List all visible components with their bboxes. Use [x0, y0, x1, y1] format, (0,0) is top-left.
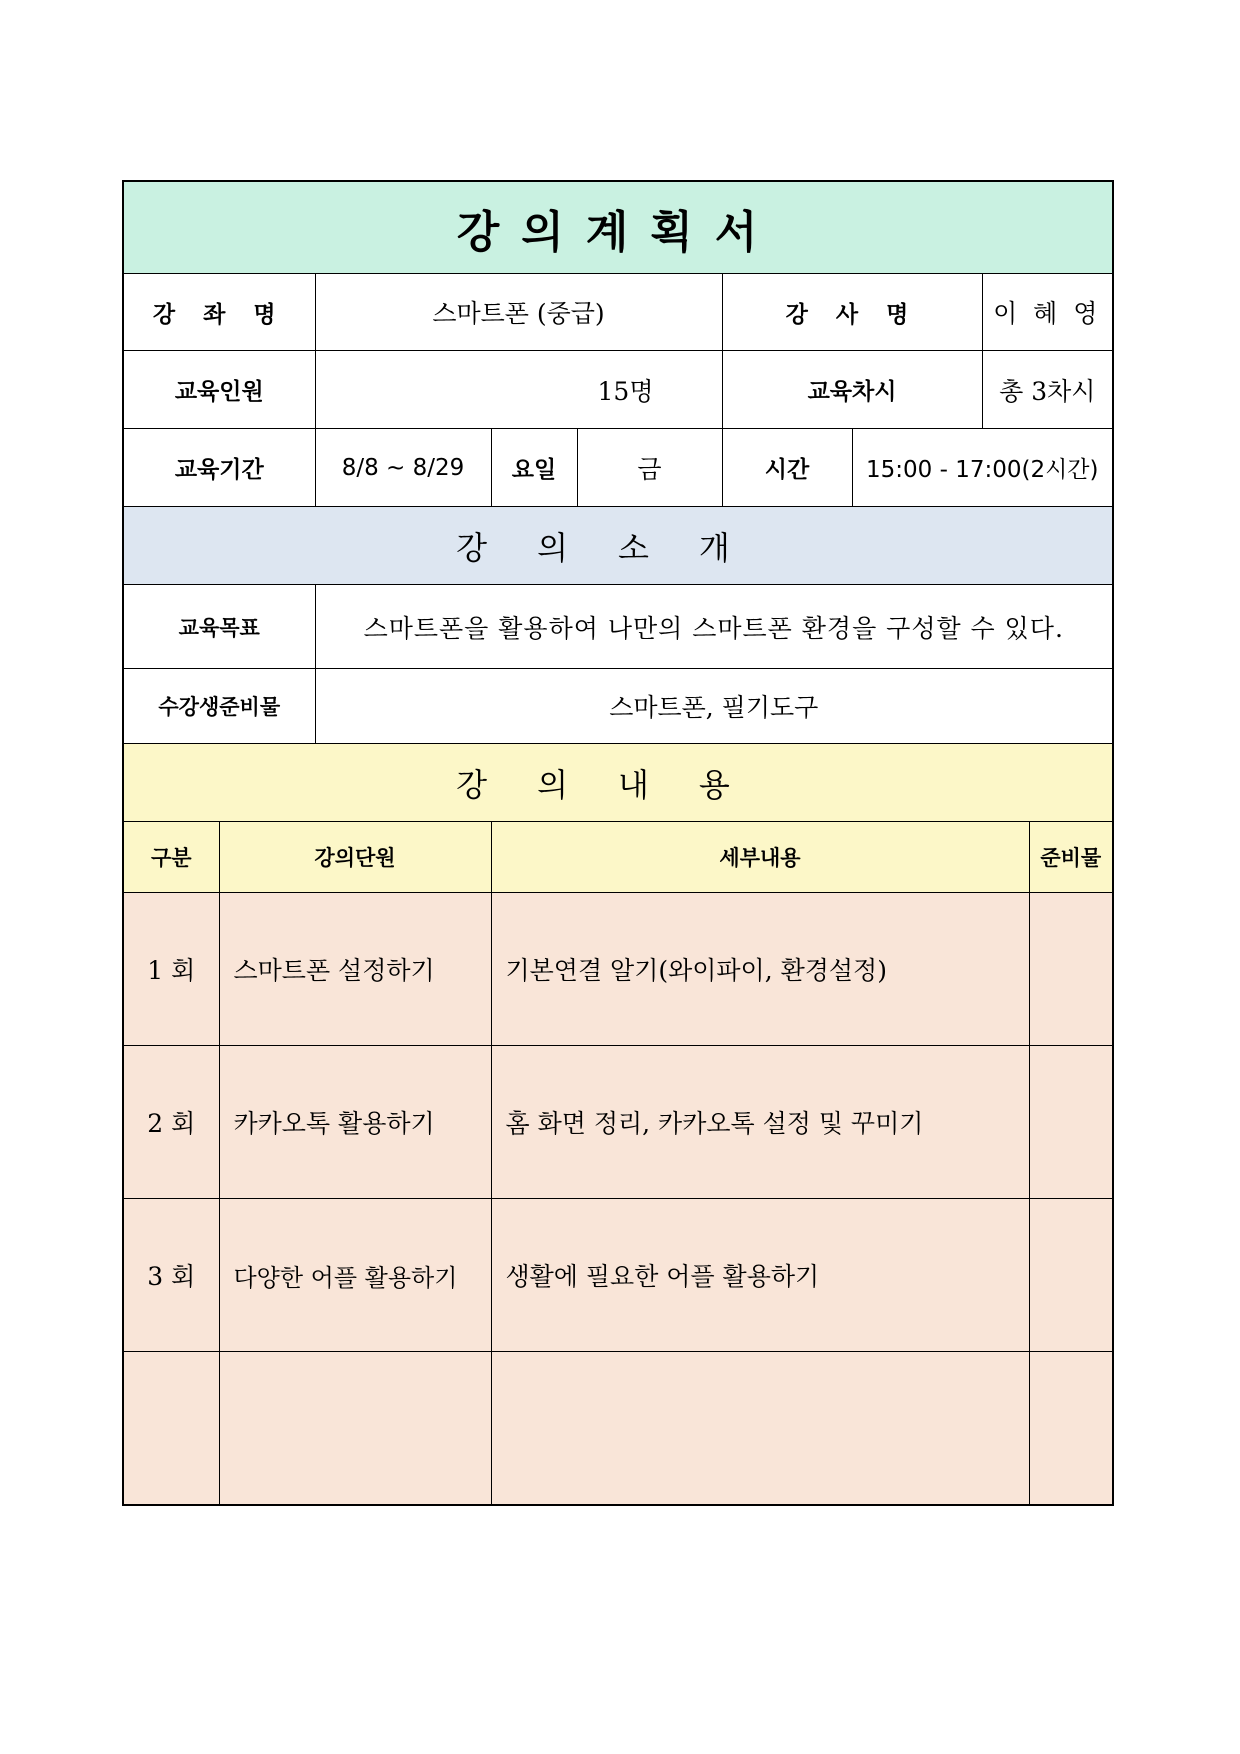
- lesson-detail: 홈 화면 정리, 카카오톡 설정 및 꾸미기: [491, 1046, 1029, 1199]
- column-header-no: 구분: [123, 822, 219, 893]
- goal-value: 스마트폰을 활용하여 나만의 스마트폰 환경을 구성할 수 있다.: [315, 585, 1113, 669]
- day-label: 요일: [491, 429, 577, 507]
- lesson-no: 3 회: [123, 1199, 219, 1352]
- lesson-prep: [1029, 893, 1113, 1046]
- lesson-prep: [1029, 1352, 1113, 1505]
- lesson-detail: 생활에 필요한 어플 활용하기: [491, 1199, 1029, 1352]
- lesson-prep: [1029, 1046, 1113, 1199]
- time-value: 15:00 - 17:00(2시간): [852, 429, 1113, 507]
- headcount-value: 15명: [315, 351, 722, 429]
- column-header-unit: 강의단원: [219, 822, 491, 893]
- content-header-row: [123, 822, 1113, 893]
- lesson-no: 1 회: [123, 893, 219, 1046]
- table-row: [123, 893, 1113, 1046]
- lesson-no: 2 회: [123, 1046, 219, 1199]
- column-header-detail: 세부내용: [491, 822, 1029, 893]
- day-value: 금: [577, 429, 722, 507]
- table-row: [123, 1199, 1113, 1352]
- column-header-prep: 준비물: [1029, 822, 1113, 893]
- instructor-value: 이 혜 영: [982, 274, 1113, 351]
- period-label: 교육기간: [123, 429, 315, 507]
- sessions-value: 총 3차시: [982, 351, 1113, 429]
- instructor-label: 강 사 명: [722, 274, 982, 351]
- lesson-detail: 기본연결 알기(와이파이, 환경설정): [491, 893, 1029, 1046]
- lesson-unit: 카카오톡 활용하기: [219, 1046, 491, 1199]
- materials-value: 스마트폰, 필기도구: [315, 669, 1113, 744]
- table-row: [123, 1046, 1113, 1199]
- headcount-label: 교육인원: [123, 351, 315, 429]
- materials-label: 수강생준비물: [123, 669, 315, 744]
- lesson-no: [123, 1352, 219, 1505]
- lesson-prep: [1029, 1199, 1113, 1352]
- lesson-unit: [219, 1352, 491, 1505]
- lesson-unit: 다양한 어플 활용하기: [219, 1199, 491, 1352]
- period-value: 8/8 ~ 8/29: [315, 429, 491, 507]
- goal-label: 교육목표: [123, 585, 315, 669]
- lesson-unit: 스마트폰 설정하기: [219, 893, 491, 1046]
- lecture-plan-table: [122, 180, 1114, 1506]
- lecture-plan-document: [122, 180, 1112, 1506]
- time-label: 시간: [722, 429, 852, 507]
- table-row: [123, 1352, 1113, 1505]
- intro-section-heading: 강의소개: [123, 507, 1113, 585]
- lesson-detail: [491, 1352, 1029, 1505]
- course-name-label: 강 좌 명: [123, 274, 315, 351]
- sessions-label: 교육차시: [722, 351, 982, 429]
- document-title: 강의계획서: [123, 181, 1113, 274]
- course-name-value: 스마트폰 (중급): [315, 274, 722, 351]
- content-section-heading: 강의내용: [123, 744, 1113, 822]
